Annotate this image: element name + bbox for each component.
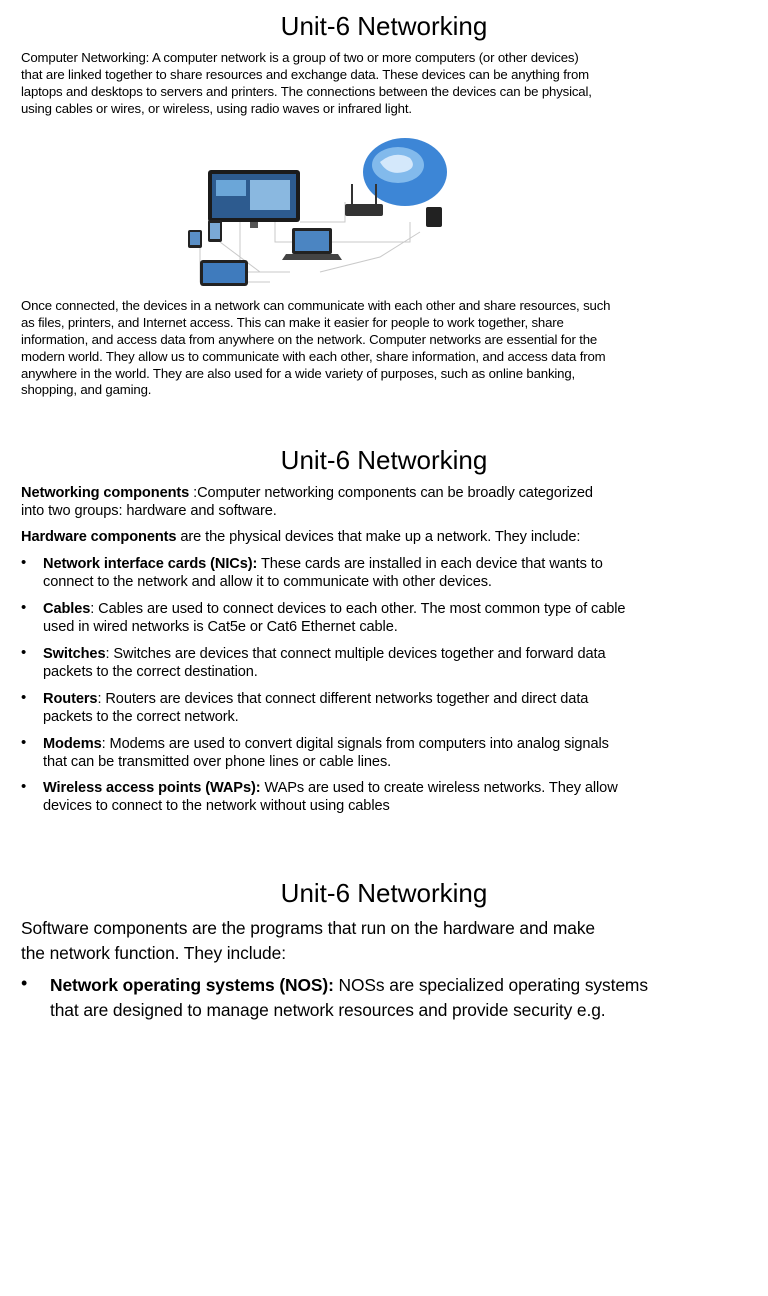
item-text: These cards are installed in each device that wants to xyxy=(257,556,603,572)
item-text: WAPs are used to create wireless networks. They allow xyxy=(260,780,618,796)
list-item xyxy=(50,973,648,997)
list-item-line2: packets to the correct destination. xyxy=(43,664,258,680)
hardware-line xyxy=(21,528,580,546)
list-item-line2: connect to the network and allow it to communicate with other devices. xyxy=(43,574,492,590)
list-item xyxy=(43,600,625,618)
paragraph-line: anywhere in the world. They are also used for a wide variety of purposes, such as online banking, xyxy=(21,366,576,381)
list-item-line2: that are designed to manage network resources and provide security e.g. xyxy=(50,1000,606,1020)
bullet: • xyxy=(21,734,27,751)
list-item-line2: packets to the correct network. xyxy=(43,709,239,725)
intro-line: the network function. They include: xyxy=(21,943,286,963)
item-text: NOSs are specialized operating systems xyxy=(333,975,648,995)
slide-title: Unit-6 Networking xyxy=(280,878,488,908)
list-item xyxy=(43,555,603,573)
device-icon xyxy=(426,207,442,227)
slide-1 xyxy=(0,0,768,432)
slide-title: Unit-6 Networking xyxy=(280,11,488,41)
list-item-line2: devices to connect to the network without using cables xyxy=(43,798,390,814)
intro-line: Software components are the programs that run on the hardware and make xyxy=(21,918,595,938)
item-term: Switches xyxy=(43,646,106,662)
item-term: Network interface cards (NICs): xyxy=(43,556,258,572)
intro-text: :Computer networking components can be broadly categorized xyxy=(189,485,593,501)
slide-3 xyxy=(0,864,768,1296)
item-term: Network operating systems (NOS): xyxy=(50,975,334,995)
slide-2 xyxy=(0,432,768,864)
paragraph-line: laptops and desktops to servers and printers. The connections between the devices can be physical, xyxy=(21,84,592,99)
item-term: Modems xyxy=(43,736,102,752)
item-term: Routers xyxy=(43,691,98,707)
list-item-line2: that can be transmitted over phone lines or cable lines. xyxy=(43,754,392,770)
bullet: • xyxy=(21,599,27,616)
hardware-text: are the physical devices that make up a network. They include: xyxy=(176,529,581,545)
paragraph-line: as files, printers, and Internet access. This can make it easier for people to work together, share xyxy=(21,315,564,330)
paragraph-line: using cables or wires, or wireless, using radio waves or infrared light. xyxy=(21,101,412,116)
intro-bold: Networking components xyxy=(21,485,190,501)
hardware-bold: Hardware components xyxy=(21,529,177,545)
list-item xyxy=(43,690,588,708)
list-item-line2: used in wired networks is Cat5e or Cat6 Ethernet cable. xyxy=(43,619,398,635)
item-text: : Cables are used to connect devices to each other. The most common type of cable xyxy=(90,601,626,617)
intro-line: into two groups: hardware and software. xyxy=(21,503,277,519)
paragraph-line: information, and access data from anywhere on the network. Computer networks are essential for the xyxy=(21,332,598,347)
bullet: • xyxy=(21,778,27,795)
item-text: : Routers are devices that connect different networks together and direct data xyxy=(97,691,589,707)
paragraph-line: shopping, and gaming. xyxy=(21,382,152,397)
item-term: Cables xyxy=(43,601,91,617)
list-item xyxy=(43,779,618,797)
item-term: Wireless access points (WAPs): xyxy=(43,780,261,796)
router-icon xyxy=(345,204,383,216)
paragraph-line: Computer Networking: A computer network is a group of two or more computers (or other devices) xyxy=(21,50,579,65)
item-text: : Switches are devices that connect multiple devices together and forward data xyxy=(105,646,606,662)
list-item xyxy=(43,735,609,753)
paragraph-line: Once connected, the devices in a network can communicate with each other and share resources, such xyxy=(21,298,611,313)
paragraph-line: modern world. They allow us to communicate with each other, share information, and access data from xyxy=(21,349,606,364)
network-devices-illustration xyxy=(180,132,460,297)
item-text: : Modems are used to convert digital signals from computers into analog signals xyxy=(101,736,609,752)
bullet: • xyxy=(21,689,27,706)
bullet: • xyxy=(21,973,28,993)
list-item xyxy=(43,645,606,663)
paragraph-line: that are linked together to share resources and exchange data. These devices can be anything from xyxy=(21,67,590,82)
bullet: • xyxy=(21,644,27,661)
slide-title: Unit-6 Networking xyxy=(280,445,488,475)
bullet: • xyxy=(21,554,27,571)
intro-line xyxy=(21,484,593,502)
